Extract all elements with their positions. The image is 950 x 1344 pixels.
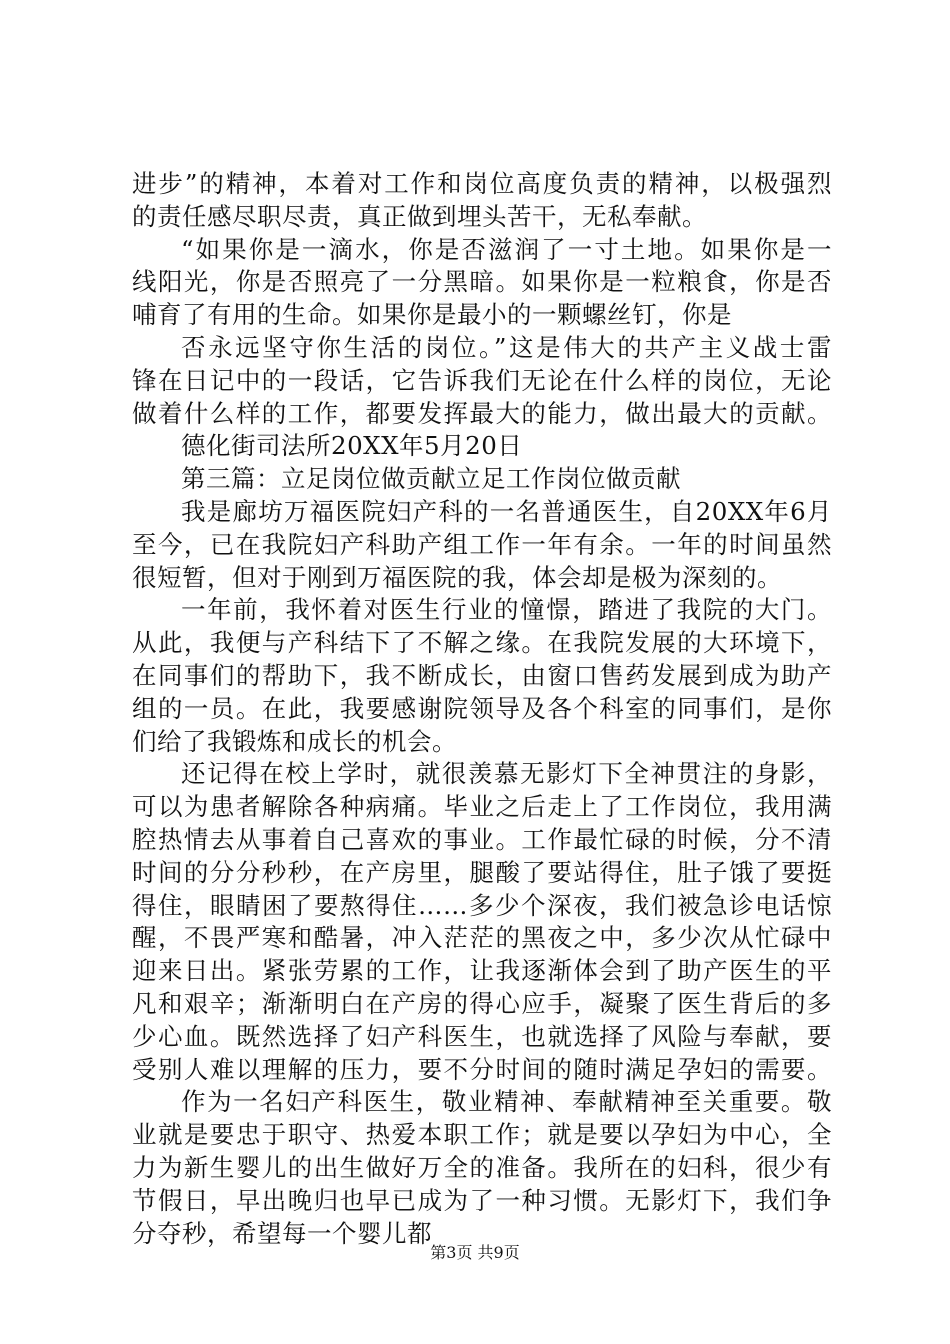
- document-body: [132, 168, 832, 1250]
- text-line: 的责任感尽职尽责，真正做到埋头苦干，无私奉献。: [132, 201, 707, 231]
- text-line: 业就是要忠于职守、热爱本职工作；就是要以孕妇为中心，全: [132, 1120, 832, 1150]
- text-line: 哺育了有用的生命。如果你是最小的一颗螺丝钉，你是: [132, 300, 732, 330]
- text-line: 力为新生婴儿的出生做好万全的准备。我所在的妇科，很少有: [132, 1152, 832, 1182]
- text-line: 们给了我锻炼和成长的机会。: [132, 726, 457, 756]
- text-line: 一年前，我怀着对医生行业的憧憬，踏进了我院的大门。: [181, 595, 832, 625]
- text-line: 很短暂，但对于刚到万福医院的我，体会却是极为深刻的。: [132, 562, 782, 592]
- text-line: 否永远坚守你生活的岗位。”这是伟大的共产主义战士雷: [181, 332, 832, 362]
- text-line: 凡和艰辛；渐渐明白在产房的得心应手，凝聚了医生背后的多: [132, 988, 832, 1018]
- text-line: 醒，不畏严寒和酷暑，冲入茫茫的黑夜之中，多少次从忙碌中: [132, 923, 832, 953]
- section-heading: 第三篇：立足岗位做贡献立足工作岗位做贡献: [181, 464, 681, 494]
- text-line: 组的一员。在此，我要感谢院领导及各个科室的同事们，是你: [132, 693, 832, 723]
- text-line: “如果你是一滴水，你是否滋润了一寸土地。如果你是一: [181, 234, 832, 264]
- text-line: 分夺秒，希望每一个婴儿都: [132, 1218, 432, 1248]
- text-line: 从此，我便与产科结下了不解之缘。在我院发展的大环境下，: [132, 628, 832, 658]
- signature-line: 德化街司法所20XX年5月20日: [181, 431, 523, 461]
- text-line: 至今，已在我院妇产科助产组工作一年有余。一年的时间虽然: [132, 529, 832, 559]
- text-line: 受别人难以理解的压力，要不分时间的随时满足孕妇的需要。: [132, 1054, 832, 1084]
- text-line: 线阳光，你是否照亮了一分黑暗。如果你是一粒粮食，你是否: [132, 267, 832, 297]
- text-line: 在同事们的帮助下，我不断成长，由窗口售药发展到成为助产: [132, 660, 832, 690]
- text-line: 我是廊坊万福医院妇产科的一名普通医生，自20XX年6月: [181, 496, 832, 526]
- text-line: 还记得在校上学时，就很羡慕无影灯下全神贯注的身影，: [181, 759, 832, 789]
- text-line: 时间的分分秒秒，在产房里，腿酸了要站得住，肚子饿了要挺: [132, 857, 832, 887]
- text-line: 得住，眼睛困了要熬得住……多少个深夜，我们被急诊电话惊: [132, 890, 832, 920]
- text-line: 腔热情去从事着自己喜欢的事业。工作最忙碌的时候，分不清: [132, 824, 832, 854]
- text-line: 进步”的精神，本着对工作和岗位高度负责的精神，以极强烈: [132, 169, 832, 198]
- page-number: 第3页 共9页: [430, 1243, 520, 1262]
- text-line: 做着什么样的工作，都要发挥最大的能力，做出最大的贡献。: [132, 398, 832, 428]
- text-line: 迎来日出。紧张劳累的工作，让我逐渐体会到了助产医生的平: [132, 956, 832, 986]
- text-line: 作为一名妇产科医生，敬业精神、奉献精神至关重要。敬: [181, 1087, 832, 1117]
- text-line: 少心血。既然选择了妇产科医生，也就选择了风险与奉献，要: [132, 1021, 832, 1051]
- text-line: 节假日，早出晚归也早已成为了一种习惯。无影灯下，我们争: [132, 1185, 832, 1215]
- text-line: 可以为患者解除各种病痛。毕业之后走上了工作岗位，我用满: [132, 792, 832, 822]
- text-line: 锋在日记中的一段话，它告诉我们无论在什么样的岗位，无论: [132, 365, 832, 395]
